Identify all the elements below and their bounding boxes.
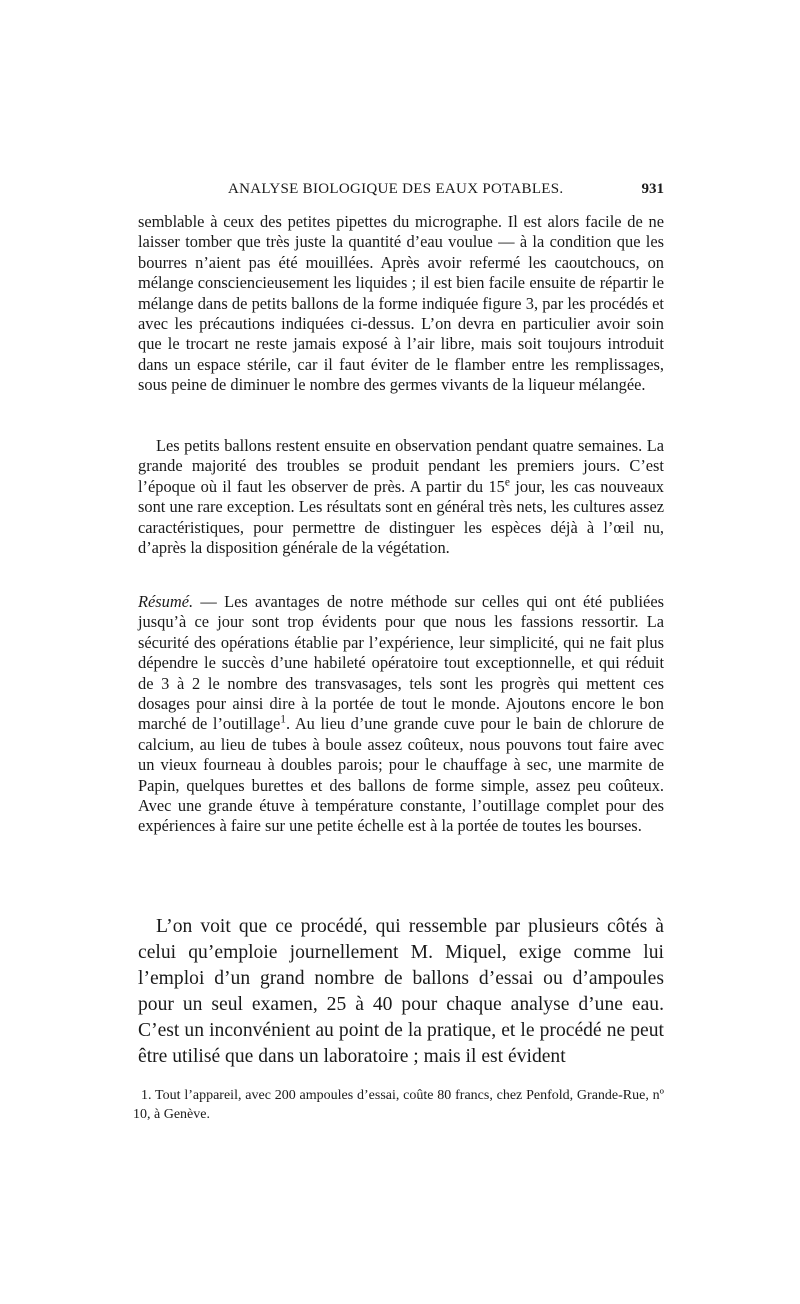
- resume-label: Résumé.: [138, 592, 194, 611]
- paragraph-1: semblable à ceux des petites pipettes du micrographe. Il est alors facile de ne laisser tomber que très juste la quantité d’eau voulue — à la condition que les bourres n’aient pas été mouillées. Après avoir refermé les caoutchoucs, on mélange consciencieusement les liquides ; il est bien facile ensuite de répartir le mélange dans de petits ballons de la forme indiquée figure 3, par les procédés et avec les précautions indiquées ci-dessus. L’on devra en particulier avoir soin que le trocart ne reste jamais exposé à l’air libre, mais soit toujours introduit dans un espace stérile, car il faut éviter de le flamber entre les remplissages, sous peine de diminuer le nombre des germes vivants de la liqueur mélangée.: [138, 212, 664, 395]
- footnote-number: 1.: [141, 1088, 152, 1103]
- paragraph-4: L’on voit que ce procédé, qui ressemble par plusieurs côtés à celui qu’emploie journellement M. Miquel, exige comme lui l’emploi d’un grand nombre de ballons d’essai ou d’ampoules pour un seul examen, 25 à 40 pour chaque analyse d’une eau. C’est un inconvénient au point de la pratique, et le procédé ne peut être utilisé que dans un laboratoire ; mais il est évident: [138, 916, 664, 1067]
- footnote-reference: 1: [280, 713, 287, 726]
- running-title: ANALYSE BIOLOGIQUE DES EAUX POTABLES.: [228, 181, 564, 197]
- resume-text-b: . Au lieu d’une grande cuve pour le bain de chlorure de calcium, au lieu de tubes à boule assez coûteux, nous pouvons tout faire avec un vieux fourneau à doubles parois; pour le chauffage à sec, une marmite de Papin, quelques burettes et des ballons de forme simple, assez peu coûteux. Avec une grande étuve à température constante, l’outillage complet pour des expériences à faire sur une petite échelle est à la portée de toutes les bourses.: [138, 714, 664, 836]
- superscript-e: e: [504, 476, 510, 489]
- paragraph-2: [138, 436, 664, 558]
- footnote-text: Tout l’appareil, avec 200 ampoules d’essai, coûte 80 francs, chez Penfold, Grande-Rue, nº 10, à Genève.: [133, 1088, 664, 1122]
- page-number: 931: [641, 181, 664, 197]
- paragraph-2-text-b: jour, les cas nouveaux sont une rare exception. Les résultats sont en général très nets, les cultures assez caractéristiques, pour permettre de distinguer les espèces déjà à l’œil nu, d’après la disposition générale de la végétation.: [138, 476, 665, 558]
- footnote: [133, 1086, 664, 1124]
- page-header: [138, 181, 664, 205]
- paragraph-resume: [138, 592, 664, 837]
- resume-text-a: — Les avantages de notre méthode sur celles qui ont été publiées jusqu’à ce jour sont trop évidents pour que nous les fassions ressortir. La sécurité des opérations établie par l’expérience, leur simplicité, qui ne fait plus dépendre le succès d’une habileté opératoire tout exceptionnelle, et qui réduit de 3 à 2 le nombre des transvasages, tels sont les progrès qui mettent ces dosages pour ainsi dire à la portée de tout le monde. Ajoutons encore le bon marché de l’outillage: [138, 592, 664, 734]
- paragraph-2-text-a: Les petits ballons restent ensuite en observation pendant quatre semaines. La grande majorité des troubles se produit pendant les premiers jours. C’est l’époque où il faut les observer de près. A partir du 15: [138, 436, 664, 496]
